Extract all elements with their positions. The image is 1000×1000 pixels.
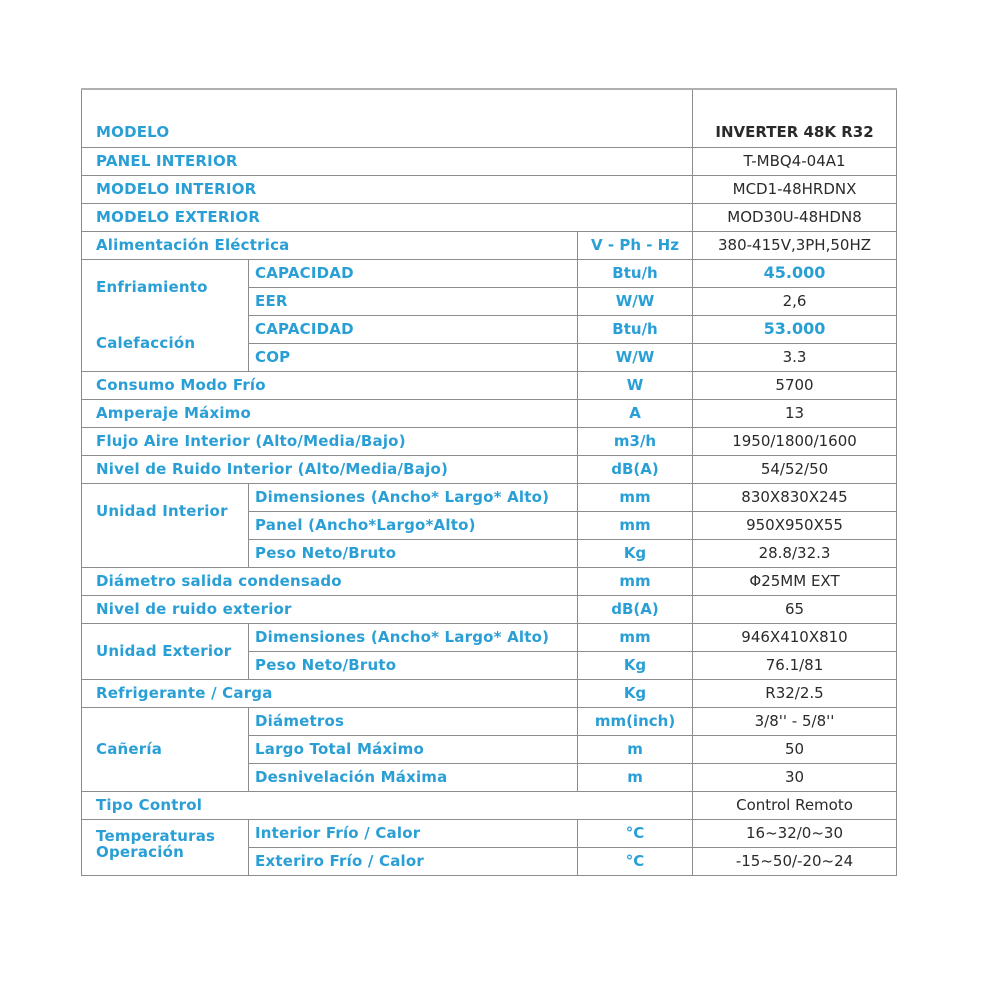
value-ui-peso: 28.8/32.3 bbox=[693, 539, 897, 567]
unit-alimentacion: V - Ph - Hz bbox=[578, 231, 693, 259]
unit-ui-panel: mm bbox=[578, 511, 693, 539]
row-label-tipo-control: Tipo Control bbox=[82, 791, 693, 819]
table-row bbox=[82, 371, 897, 399]
unit-calefaccion-capacidad: Btu/h bbox=[578, 315, 693, 343]
value-ruido-exterior: 65 bbox=[693, 595, 897, 623]
value-desnivel: 30 bbox=[693, 763, 897, 791]
group-label-spacer bbox=[82, 539, 249, 567]
table-row bbox=[82, 231, 897, 259]
unit-flujo: m3/h bbox=[578, 427, 693, 455]
unit-ue-peso: Kg bbox=[578, 651, 693, 679]
row-label-consumo: Consumo Modo Frío bbox=[82, 371, 578, 399]
unit-ui-dimensiones: mm bbox=[578, 483, 693, 511]
table-row bbox=[82, 567, 897, 595]
value-cop: 3.3 bbox=[693, 343, 897, 371]
value-ruido-interior: 54/52/50 bbox=[693, 455, 897, 483]
value-flujo: 1950/1800/1600 bbox=[693, 427, 897, 455]
table-row bbox=[82, 89, 897, 147]
row-label-ruido-exterior: Nivel de ruido exterior bbox=[82, 595, 578, 623]
value-modelo: INVERTER 48K R32 bbox=[693, 89, 897, 147]
table-row bbox=[82, 315, 897, 343]
value-refrigerante: R32/2.5 bbox=[693, 679, 897, 707]
table-row bbox=[82, 455, 897, 483]
unit-ui-peso: Kg bbox=[578, 539, 693, 567]
value-largo: 50 bbox=[693, 735, 897, 763]
value-tipo-control: Control Remoto bbox=[693, 791, 897, 819]
row-label-diametro-condensado: Diámetro salida condensado bbox=[82, 567, 578, 595]
sub-label-cop: COP bbox=[249, 343, 578, 371]
group-label-enfriamiento: Enfriamiento bbox=[82, 259, 249, 315]
unit-temp-exterior: °C bbox=[578, 847, 693, 875]
group-label-caneria: Cañería bbox=[82, 707, 249, 791]
unit-desnivel: m bbox=[578, 763, 693, 791]
value-diametros: 3/8'' - 5/8'' bbox=[693, 707, 897, 735]
value-enfriamiento-capacidad: 45.000 bbox=[693, 259, 897, 287]
row-label-amperaje: Amperaje Máximo bbox=[82, 399, 578, 427]
unit-temp-interior: °C bbox=[578, 819, 693, 847]
table-row bbox=[82, 175, 897, 203]
sub-label-desnivel: Desnivelación Máxima bbox=[249, 763, 578, 791]
temperaturas-line1: Temperaturas bbox=[96, 826, 216, 845]
sub-label-ue-dimensiones: Dimensiones (Ancho* Largo* Alto) bbox=[249, 623, 578, 651]
row-label-panel-interior: PANEL INTERIOR bbox=[82, 147, 693, 175]
table-row bbox=[82, 819, 897, 847]
row-label-alimentacion: Alimentación Eléctrica bbox=[82, 231, 578, 259]
unit-largo: m bbox=[578, 735, 693, 763]
value-amperaje: 13 bbox=[693, 399, 897, 427]
unit-diametros: mm(inch) bbox=[578, 707, 693, 735]
unit-ruido-interior: dB(A) bbox=[578, 455, 693, 483]
unit-consumo: W bbox=[578, 371, 693, 399]
table-row bbox=[82, 707, 897, 735]
value-ui-panel: 950X950X55 bbox=[693, 511, 897, 539]
unit-cop: W/W bbox=[578, 343, 693, 371]
table-row bbox=[82, 483, 897, 511]
sub-label-largo: Largo Total Máximo bbox=[249, 735, 578, 763]
sub-label-ui-peso: Peso Neto/Bruto bbox=[249, 539, 578, 567]
row-label-ruido-interior: Nivel de Ruido Interior (Alto/Media/Bajo) bbox=[82, 455, 578, 483]
table-row bbox=[82, 595, 897, 623]
table-row bbox=[82, 679, 897, 707]
value-consumo: 5700 bbox=[693, 371, 897, 399]
unit-amperaje: A bbox=[578, 399, 693, 427]
group-label-unidad-interior: Unidad Interior bbox=[82, 483, 249, 539]
table-row bbox=[82, 791, 897, 819]
table-row bbox=[82, 399, 897, 427]
table-row bbox=[82, 147, 897, 175]
table-row bbox=[82, 539, 897, 567]
value-ui-dimensiones: 830X830X245 bbox=[693, 483, 897, 511]
value-ue-dimensiones: 946X410X810 bbox=[693, 623, 897, 651]
unit-ruido-exterior: dB(A) bbox=[578, 595, 693, 623]
row-label-refrigerante: Refrigerante / Carga bbox=[82, 679, 578, 707]
row-label-modelo: MODELO bbox=[82, 89, 693, 147]
unit-refrigerante: Kg bbox=[578, 679, 693, 707]
sub-label-eer: EER bbox=[249, 287, 578, 315]
sub-label-ui-panel: Panel (Ancho*Largo*Alto) bbox=[249, 511, 578, 539]
sub-label-temp-exterior: Exterirо Frío / Calor bbox=[249, 847, 578, 875]
value-modelo-interior: MCD1-48HRDNX bbox=[693, 175, 897, 203]
value-panel-interior: T-MBQ4-04A1 bbox=[693, 147, 897, 175]
value-eer: 2,6 bbox=[693, 287, 897, 315]
sub-label-ui-dimensiones: Dimensiones (Ancho* Largo* Alto) bbox=[249, 483, 578, 511]
value-diametro-condensado: Φ25MM EXT bbox=[693, 567, 897, 595]
row-label-flujo: Flujo Aire Interior (Alto/Media/Bajo) bbox=[82, 427, 578, 455]
sub-label-calefaccion-capacidad: CAPACIDAD bbox=[249, 315, 578, 343]
value-ue-peso: 76.1/81 bbox=[693, 651, 897, 679]
value-temp-exterior: -15~50/-20~24 bbox=[693, 847, 897, 875]
group-label-temperaturas bbox=[82, 819, 249, 875]
group-label-unidad-exterior: Unidad Exterior bbox=[82, 623, 249, 679]
value-temp-interior: 16~32/0~30 bbox=[693, 819, 897, 847]
row-label-modelo-exterior: MODELO EXTERIOR bbox=[82, 203, 693, 231]
unit-eer: W/W bbox=[578, 287, 693, 315]
table-row bbox=[82, 259, 897, 287]
row-label-modelo-interior: MODELO INTERIOR bbox=[82, 175, 693, 203]
unit-enfriamiento-capacidad: Btu/h bbox=[578, 259, 693, 287]
table-row bbox=[82, 203, 897, 231]
sub-label-ue-peso: Peso Neto/Bruto bbox=[249, 651, 578, 679]
unit-diametro-condensado: mm bbox=[578, 567, 693, 595]
value-calefaccion-capacidad: 53.000 bbox=[693, 315, 897, 343]
table-row bbox=[82, 427, 897, 455]
sub-label-diametros: Diámetros bbox=[249, 707, 578, 735]
sub-label-enfriamiento-capacidad: CAPACIDAD bbox=[249, 259, 578, 287]
temperaturas-line2: Operación bbox=[96, 843, 184, 861]
unit-ue-dimensiones: mm bbox=[578, 623, 693, 651]
value-alimentacion: 380-415V,3PH,50HZ bbox=[693, 231, 897, 259]
value-modelo-exterior: MOD30U-48HDN8 bbox=[693, 203, 897, 231]
spec-table bbox=[81, 88, 897, 876]
sub-label-temp-interior: Interior Frío / Calor bbox=[249, 819, 578, 847]
group-label-calefaccion: Calefacción bbox=[82, 315, 249, 371]
table-row bbox=[82, 623, 897, 651]
